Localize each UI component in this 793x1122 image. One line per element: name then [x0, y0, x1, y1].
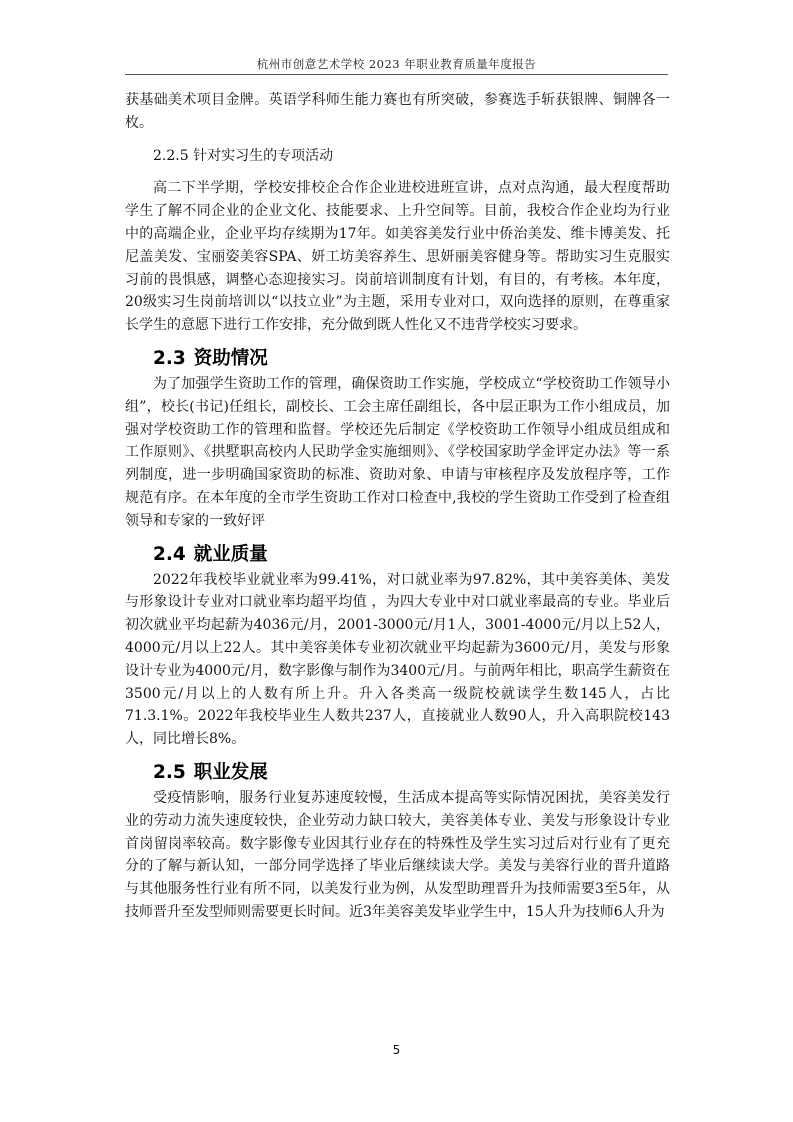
- section-title: 就业质量: [193, 543, 268, 565]
- paragraph-continued: 获基础美术项目金牌。英语学科师生能力赛也有所突破，参赛选手斩获银牌、铜牌各一枚。: [125, 92, 670, 131]
- section-title: 资助情况: [193, 347, 268, 369]
- paragraph-employment-quality: 2022年我校毕业就业率为99.41%，对口就业率为97.82%，其中美容美体、美发与形象设计专业对口就业率均超平均值 ，为四大专业中对口就业率最高的专业。毕业后初次就业平均起薪为4036元/月，2001-3000元/月1人，3001-4000元/月以上52人，4000元/月以上22人。其中美容美体专业初次就业平均起薪为3600元/月，美发与形象设计专业为4000元/月，数字影像与制作为3400元/月。与前两年相比，职高学生薪资在3500元/月以上的人数有所上升。升入各类高一级院校就读学生数145人，占比71.3.1%。2022年我校毕业生人数共237人，直接就业人数90人，升入高职院校143人，同比增长8%。: [125, 571, 670, 748]
- header-divider: [125, 74, 668, 75]
- subsection-heading-2-2-5: 2.2.5 针对实习生的专项活动: [153, 147, 334, 164]
- paragraph-internship-activities: 高二下半学期，学校安排校企合作企业进校进班宣讲，点对点沟通，最大程度帮助学生了解不同企业的企业文化、技能要求、上升空间等。目前，我校合作企业均为行业中的高端企业，企业平均存续期为17年。如美容美发行业中侨治美发、维卡博美发、托尼盖美发、宝丽姿美容SPA、妍工坊美容养生、思妍丽美容健身等。帮助实习生克服实习前的畏惧感，调整心态迎接实习。岗前培训制度有计划，有目的，有考核。本年度，20级实习生岗前培训以“以技立业”为主题，采用专业对口，双向选择的原则，在尊重家长学生的意愿下进行工作安排，充分做到既人性化又不违背学校实习要求。: [125, 180, 670, 334]
- section-number: 2.4: [153, 543, 186, 565]
- paragraph-career-development: 受疫情影响，服务行业复苏速度较慢，生活成本提高等实际情况困扰，美容美发行业的劳动力流失速度较快，企业劳动力缺口较大，美容美体专业、美发与形象设计专业首岗留岗率较高。数字影像专业因其行业存在的特殊性及学生实习过后对行业有了更充分的了解与新认知，一部分同学选择了毕业后继续读大学。美发与美容行业的晋升道路与其他服务性行业有所不同，以美发行业为例，从发型助理晋升为技师需要3至5年，从技师晋升至发型师则需要更长时间。近3年美容美发毕业学生中，15人升为技师6人升为: [125, 789, 670, 920]
- section-title: 职业发展: [193, 761, 268, 783]
- page-number: 5: [392, 1043, 401, 1057]
- section-heading-2-4: [125, 541, 670, 569]
- page-body: [125, 89, 670, 924]
- section-heading-2-5: [125, 759, 670, 787]
- page-header: 杭州市创意艺术学校 2023 年职业教育质量年度报告: [256, 57, 537, 71]
- section-heading-2-3: [125, 345, 670, 373]
- paragraph-financial-aid: 为了加强学生资助工作的管理，确保资助工作实施，学校成立“学校资助工作领导小组”，校长(书记)任组长，副校长、工会主席任副组长，各中层正职为工作小组成员，加强对学校资助工作的管理和监督。学校还先后制定《学校资助工作领导小组成员组成和工作原则》、《拱墅职高校内人民助学金实施细则》、《学校国家助学金评定办法》等一系列制度，进一步明确国家资助的标准、资助对象、申请与审核程序及发放程序等，工作规范有序。在本年度的全市学生资助工作对口检查中,我校的学生资助工作受到了检查组领导和专家的一致好评: [125, 375, 670, 529]
- section-number: 2.3: [153, 347, 186, 369]
- section-number: 2.5: [153, 761, 186, 783]
